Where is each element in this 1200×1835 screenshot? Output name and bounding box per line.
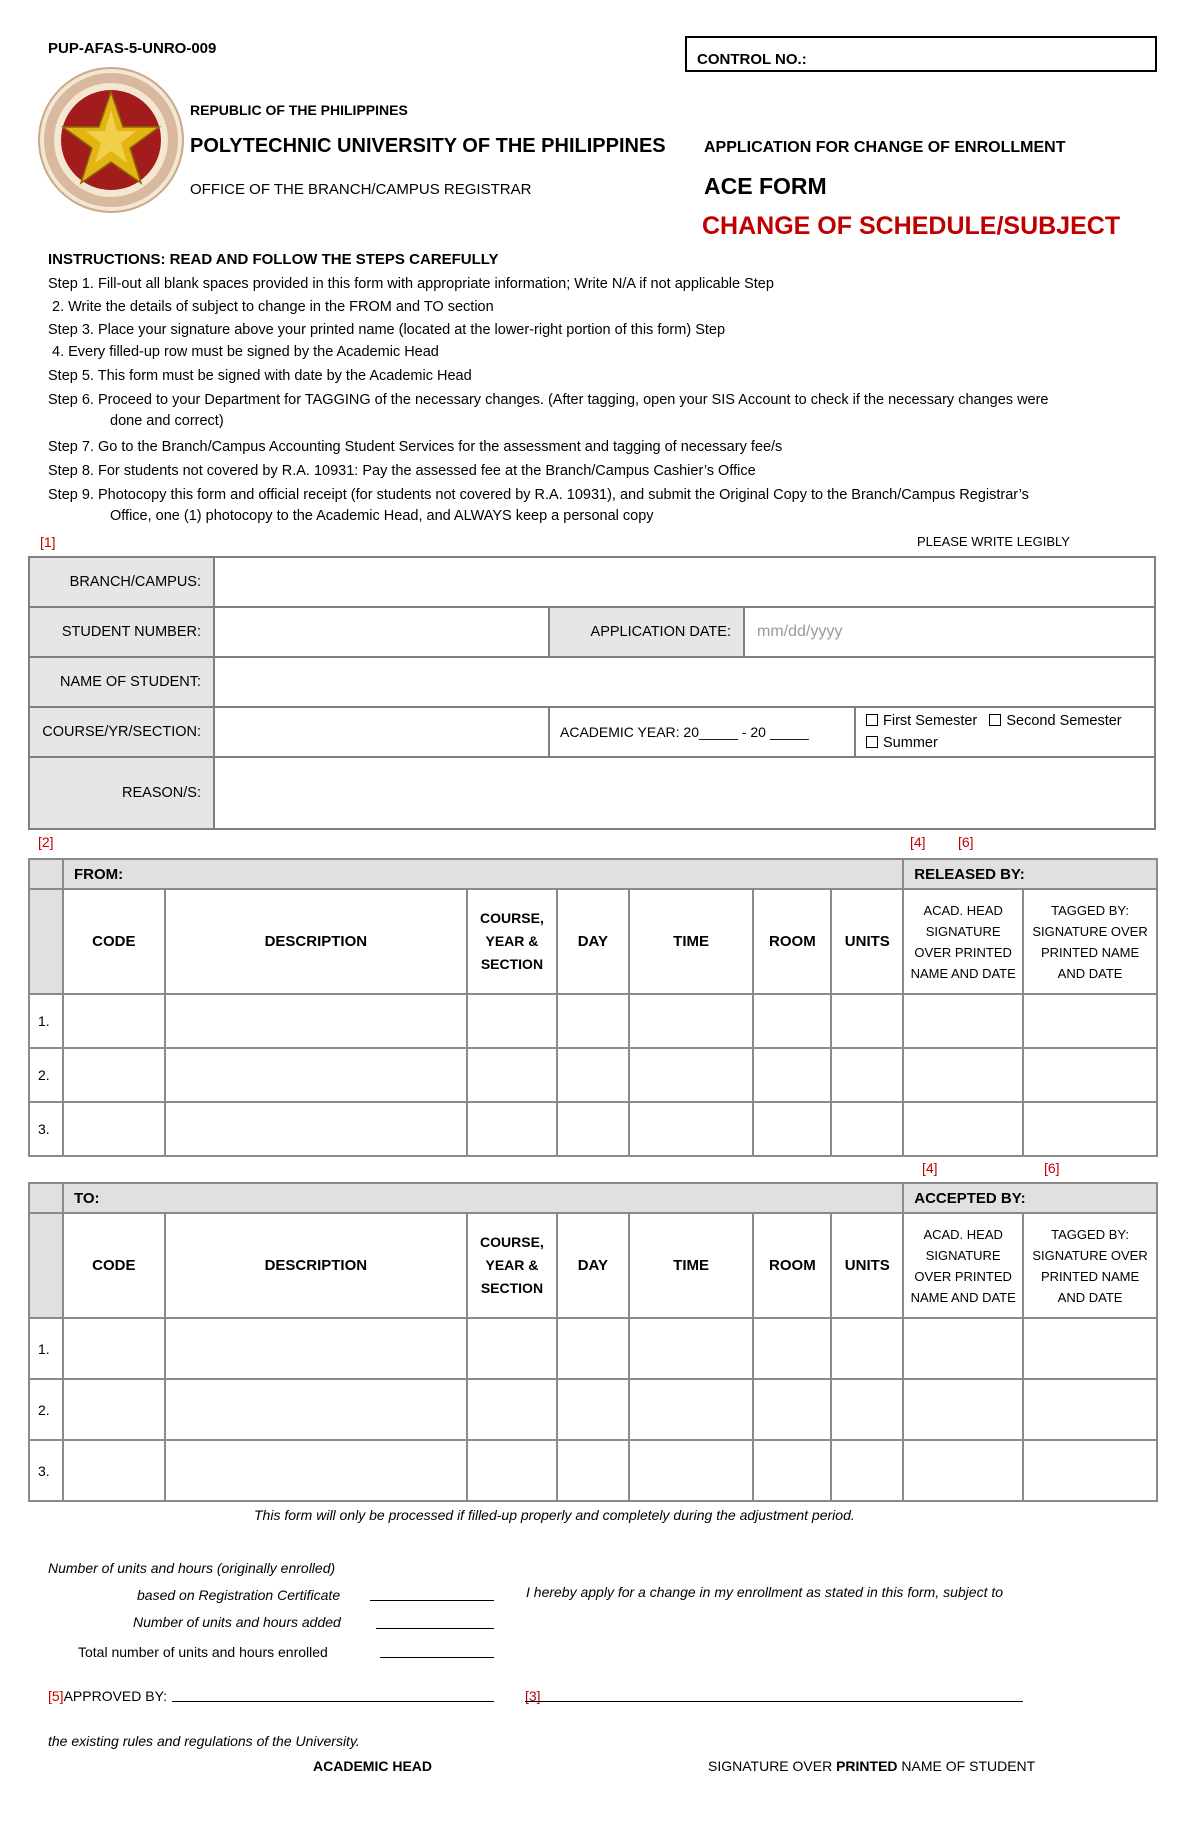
mark-4-from: [4] <box>910 834 926 850</box>
step-5: Step 5. This form must be signed with date by the Academic Head <box>48 368 472 384</box>
to-col-units: UNITS <box>831 1213 903 1318</box>
from-tagged-cell[interactable] <box>1023 1048 1157 1102</box>
to-units-cell[interactable] <box>831 1440 903 1501</box>
from-room-cell[interactable] <box>753 1102 831 1156</box>
summer-checkbox[interactable] <box>866 736 878 748</box>
academic-head-label: ACADEMIC HEAD <box>313 1758 432 1774</box>
to-col-room: ROOM <box>753 1213 831 1318</box>
reason-label: REASON/S: <box>29 757 214 829</box>
student-info-table <box>28 556 1156 830</box>
from-col-code: CODE <box>63 889 165 994</box>
to-description-cell[interactable] <box>165 1440 467 1501</box>
from-time-cell[interactable] <box>629 1048 754 1102</box>
step-9-line1: Step 9. Photocopy this form and official receipt (for students not covered by R.A. 10931), and submit the Original Copy to the Branch/Campus Registrar’s <box>48 487 1029 503</box>
accepted-by-label: ACCEPTED BY: <box>903 1183 1157 1213</box>
to-tagged-cell[interactable] <box>1023 1318 1157 1379</box>
to-description-cell[interactable] <box>165 1318 467 1379</box>
to-description-cell[interactable] <box>165 1379 467 1440</box>
table-row <box>29 1048 1157 1102</box>
from-course-cell[interactable] <box>467 994 557 1048</box>
row-number: 2. <box>29 1379 63 1440</box>
row-number: 3. <box>29 1102 63 1156</box>
to-code-cell[interactable] <box>63 1318 165 1379</box>
from-col-description: DESCRIPTION <box>165 889 467 994</box>
to-code-cell[interactable] <box>63 1440 165 1501</box>
from-day-cell[interactable] <box>557 1048 629 1102</box>
table-row <box>29 994 1157 1048</box>
to-col-day: DAY <box>557 1213 629 1318</box>
from-col-time: TIME <box>629 889 754 994</box>
to-course-cell[interactable] <box>467 1318 557 1379</box>
from-col-tagged: TAGGED BY: SIGNATURE OVER PRINTED NAME AND DATE <box>1023 889 1157 994</box>
table-row <box>29 1379 1157 1440</box>
table-row <box>29 1440 1157 1501</box>
control-number-label: CONTROL NO.: <box>697 51 807 68</box>
to-tagged-cell[interactable] <box>1023 1379 1157 1440</box>
first-semester-checkbox[interactable] <box>866 714 878 726</box>
to-course-cell[interactable] <box>467 1379 557 1440</box>
from-room-cell[interactable] <box>753 994 831 1048</box>
to-col-time: TIME <box>629 1213 754 1318</box>
second-semester-checkbox[interactable] <box>989 714 1001 726</box>
academic-year-field[interactable]: ACADEMIC YEAR: 20_____ - 20 _____ <box>549 707 855 757</box>
to-day-cell[interactable] <box>557 1379 629 1440</box>
to-col-course: COURSE, YEAR & SECTION <box>467 1213 557 1318</box>
apply-statement: I hereby apply for a change in my enrollment as stated in this form, subject to <box>526 1584 1004 1600</box>
from-acad-head-cell[interactable] <box>903 1102 1023 1156</box>
to-acad-head-cell[interactable] <box>903 1379 1023 1440</box>
to-corner <box>29 1183 63 1213</box>
step-9 <box>48 485 1168 527</box>
processing-note: This form will only be processed if filled-up properly and completely during the adjustment period. <box>254 1507 855 1523</box>
units-added-label: Number of units and hours added <box>133 1614 341 1630</box>
from-corner <box>29 859 63 889</box>
university-name: POLYTECHNIC UNIVERSITY OF THE PHILIPPINES <box>190 135 666 157</box>
branch-label: BRANCH/CAMPUS: <box>29 557 214 607</box>
to-units-cell[interactable] <box>831 1379 903 1440</box>
from-tagged-cell[interactable] <box>1023 1102 1157 1156</box>
to-course-cell[interactable] <box>467 1440 557 1501</box>
table-row <box>29 1318 1157 1379</box>
units-original-label: Number of units and hours (originally enrolled) <box>48 1560 336 1576</box>
from-header-corner <box>29 889 63 994</box>
to-col-acad-head: ACAD. HEAD SIGNATURE OVER PRINTED NAME AND DATE <box>903 1213 1023 1318</box>
second-semester-option[interactable]: Second Semester <box>989 713 1121 729</box>
form-name: ACE FORM <box>704 173 827 199</box>
from-col-room: ROOM <box>753 889 831 994</box>
date-placeholder: mm/dd/yyyy <box>757 623 843 640</box>
republic-heading: REPUBLIC OF THE PHILIPPINES <box>190 102 408 118</box>
to-acad-head-cell[interactable] <box>903 1318 1023 1379</box>
mark-2: [2] <box>38 834 54 850</box>
step-6-line2: done and correct) <box>110 413 224 429</box>
from-col-units: UNITS <box>831 889 903 994</box>
step-7: Step 7. Go to the Branch/Campus Accounting Student Services for the assessment and tagging of necessary fee/s <box>48 439 783 455</box>
to-header-corner <box>29 1213 63 1318</box>
course-label: COURSE/YR/SECTION: <box>29 707 214 757</box>
released-by-label: RELEASED BY: <box>903 859 1157 889</box>
to-time-cell[interactable] <box>629 1379 754 1440</box>
to-acad-head-cell[interactable] <box>903 1440 1023 1501</box>
to-units-cell[interactable] <box>831 1318 903 1379</box>
from-acad-head-cell[interactable] <box>903 994 1023 1048</box>
to-section-label: TO: <box>63 1183 903 1213</box>
from-description-cell[interactable] <box>165 1102 467 1156</box>
mark-1: [1] <box>40 534 56 550</box>
to-tagged-cell[interactable] <box>1023 1440 1157 1501</box>
mark-5: [5] <box>48 1688 64 1704</box>
from-code-cell[interactable] <box>63 1048 165 1102</box>
instructions-title: INSTRUCTIONS: READ AND FOLLOW THE STEPS CAREFULLY <box>48 251 499 268</box>
from-time-cell[interactable] <box>629 994 754 1048</box>
to-table <box>28 1182 1158 1502</box>
approved-by-line[interactable] <box>172 1701 494 1702</box>
from-room-cell[interactable] <box>753 1048 831 1102</box>
existing-rules-text: the existing rules and regulations of the University. <box>48 1733 360 1749</box>
first-semester-option[interactable]: First Semester <box>866 713 977 729</box>
to-room-cell[interactable] <box>753 1379 831 1440</box>
to-time-cell[interactable] <box>629 1440 754 1501</box>
to-code-cell[interactable] <box>63 1379 165 1440</box>
branch-field[interactable] <box>214 557 1155 607</box>
mark-4-to: [4] <box>922 1160 938 1176</box>
to-day-cell[interactable] <box>557 1318 629 1379</box>
from-code-cell[interactable] <box>63 1102 165 1156</box>
from-units-cell[interactable] <box>831 994 903 1048</box>
to-col-tagged: TAGGED BY: SIGNATURE OVER PRINTED NAME AND DATE <box>1023 1213 1157 1318</box>
from-course-cell[interactable] <box>467 1102 557 1156</box>
from-course-cell[interactable] <box>467 1048 557 1102</box>
units-added-line[interactable] <box>376 1628 494 1629</box>
to-col-code: CODE <box>63 1213 165 1318</box>
student-name-label: NAME OF STUDENT: <box>29 657 214 707</box>
row-number: 2. <box>29 1048 63 1102</box>
from-acad-head-cell[interactable] <box>903 1048 1023 1102</box>
mark-6-to: [6] <box>1044 1160 1060 1176</box>
approved-by-label: APPROVED BY: <box>63 1688 168 1704</box>
semester-options <box>855 707 1155 757</box>
based-on-label: based on Registration Certificate <box>137 1587 341 1603</box>
summer-option[interactable]: Summer <box>866 732 1154 754</box>
course-field[interactable] <box>214 707 549 757</box>
to-room-cell[interactable] <box>753 1318 831 1379</box>
table-row <box>29 1102 1157 1156</box>
student-name-field[interactable] <box>214 657 1155 707</box>
form-code: PUP-AFAS-5-UNRO-009 <box>48 40 217 57</box>
mark-6-from: [6] <box>958 834 974 850</box>
mark-3: [3] <box>525 1688 541 1704</box>
from-units-cell[interactable] <box>831 1048 903 1102</box>
from-tagged-cell[interactable] <box>1023 994 1157 1048</box>
from-col-acad-head: ACAD. HEAD SIGNATURE OVER PRINTED NAME AND DATE <box>903 889 1023 994</box>
from-table <box>28 858 1158 1157</box>
row-number: 1. <box>29 994 63 1048</box>
step-1: Step 1. Fill-out all blank spaces provided in this form with appropriate information; Write N/A if not applicable Step <box>48 276 774 292</box>
step-2: 2. Write the details of subject to change in the FROM and TO section <box>52 299 494 315</box>
from-section-label: FROM: <box>63 859 903 889</box>
student-number-field[interactable] <box>214 607 549 657</box>
row-number: 3. <box>29 1440 63 1501</box>
step-6-line1: Step 6. Proceed to your Department for TAGGING of the necessary changes. (After tagging, open your SIS Account to check if the necessary changes were <box>48 392 1049 408</box>
total-units-label: Total number of units and hours enrolled <box>78 1644 328 1660</box>
from-time-cell[interactable] <box>629 1102 754 1156</box>
from-code-cell[interactable] <box>63 994 165 1048</box>
student-signature-label: SIGNATURE OVER PRINTED NAME OF STUDENT <box>708 1758 1036 1774</box>
reason-field[interactable] <box>214 757 1155 829</box>
step-6 <box>48 390 1168 432</box>
row-number: 1. <box>29 1318 63 1379</box>
to-col-description: DESCRIPTION <box>165 1213 467 1318</box>
from-day-cell[interactable] <box>557 994 629 1048</box>
control-number-box[interactable] <box>685 36 1157 72</box>
from-col-day: DAY <box>557 889 629 994</box>
application-date-field[interactable] <box>744 607 1155 657</box>
from-description-cell[interactable] <box>165 994 467 1048</box>
from-units-cell[interactable] <box>831 1102 903 1156</box>
to-room-cell[interactable] <box>753 1440 831 1501</box>
step-3: Step 3. Place your signature above your printed name (located at the lower-right portion of this form) Step <box>48 322 726 338</box>
student-number-label: STUDENT NUMBER: <box>29 607 214 657</box>
to-time-cell[interactable] <box>629 1318 754 1379</box>
form-subtitle: CHANGE OF SCHEDULE/SUBJECT <box>702 212 1121 240</box>
application-date-label: APPLICATION DATE: <box>549 607 744 657</box>
step-9-line2: Office, one (1) photocopy to the Academic Head, and ALWAYS keep a personal copy <box>110 508 654 524</box>
from-day-cell[interactable] <box>557 1102 629 1156</box>
office-name: OFFICE OF THE BRANCH/CAMPUS REGISTRAR <box>190 181 532 198</box>
from-description-cell[interactable] <box>165 1048 467 1102</box>
to-day-cell[interactable] <box>557 1440 629 1501</box>
write-legibly-note: PLEASE WRITE LEGIBLY <box>917 534 1070 549</box>
approved-by-row <box>48 1688 167 1704</box>
university-seal-icon <box>36 65 186 215</box>
based-on-line[interactable] <box>370 1600 494 1601</box>
from-col-course: COURSE, YEAR & SECTION <box>467 889 557 994</box>
student-signature-line[interactable] <box>525 1701 1023 1702</box>
step-8: Step 8. For students not covered by R.A. 10931: Pay the assessed fee at the Branch/Campus Cashier’s Office <box>48 463 756 479</box>
step-4: 4. Every filled-up row must be signed by the Academic Head <box>52 344 439 360</box>
application-title: APPLICATION FOR CHANGE OF ENROLLMENT <box>704 139 1066 156</box>
total-units-line[interactable] <box>380 1657 494 1658</box>
